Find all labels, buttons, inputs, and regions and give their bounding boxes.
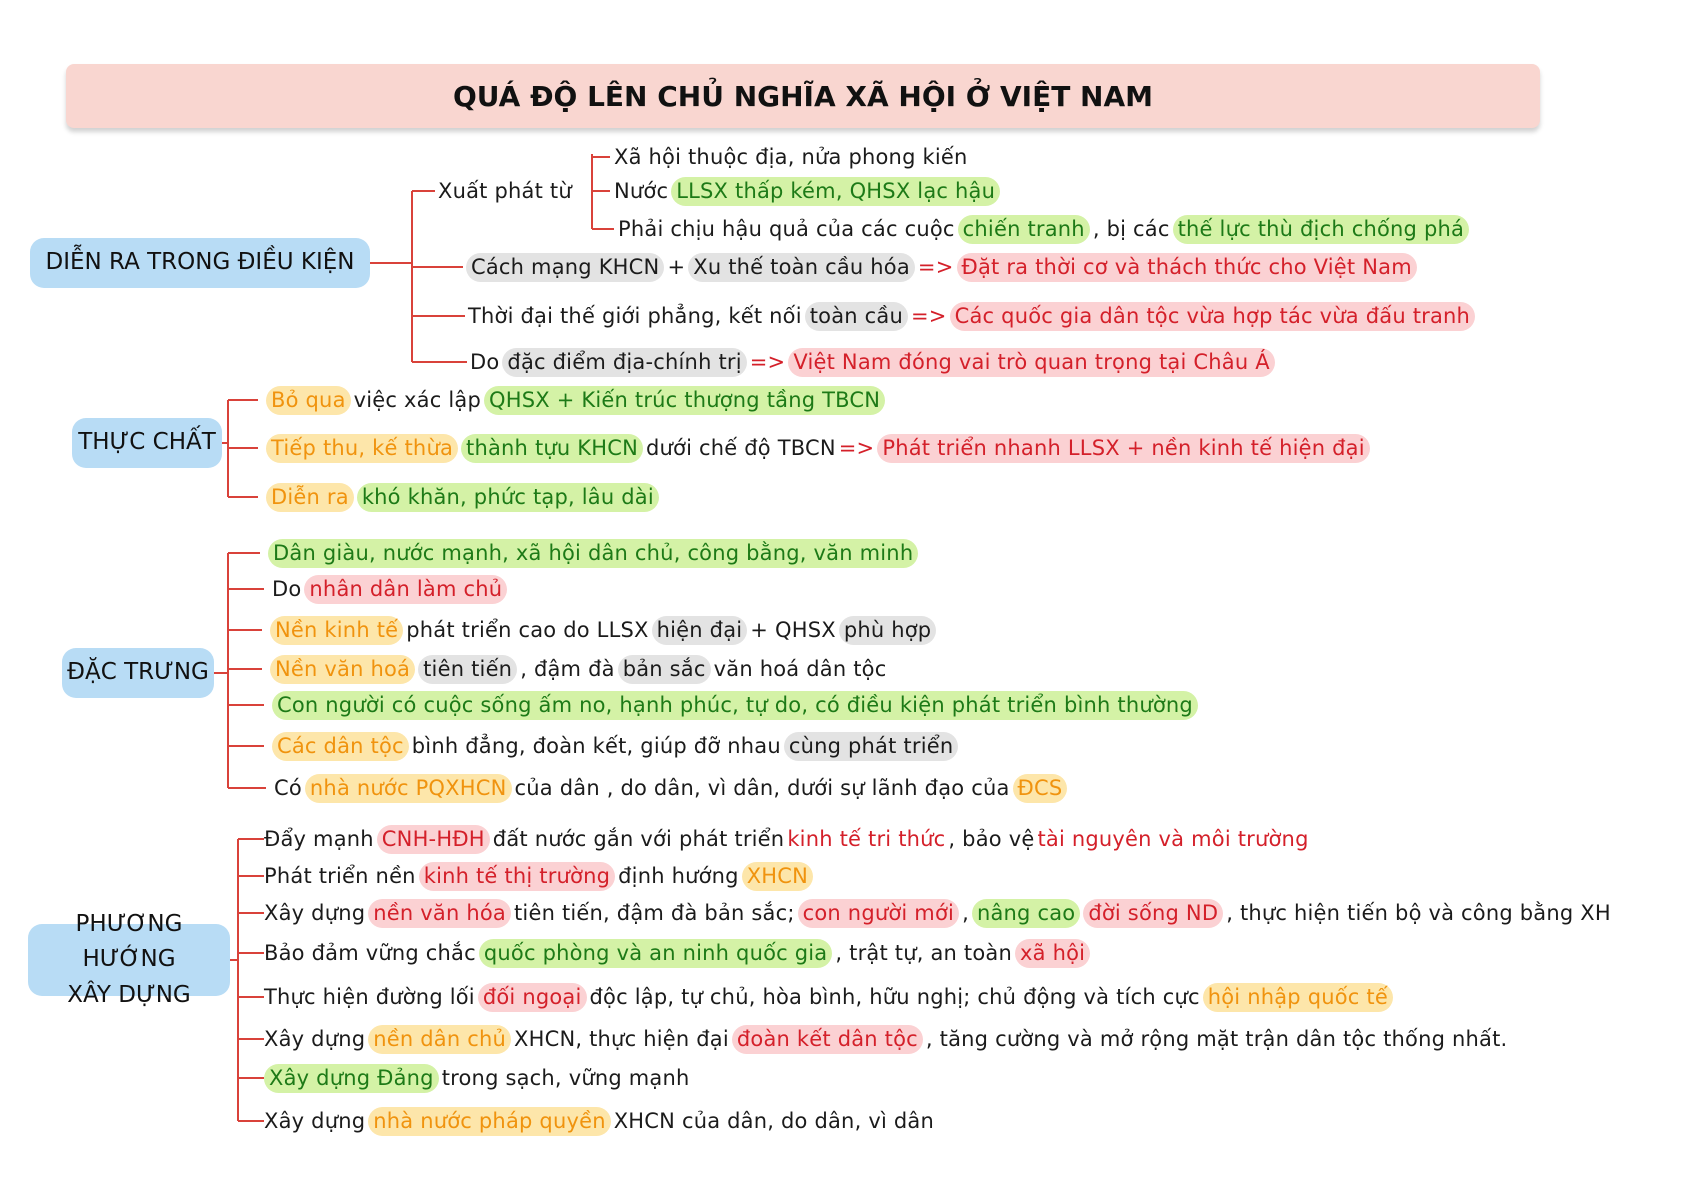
highlight-tag: nhà nước PQXHCN xyxy=(305,774,512,803)
branch-text: độc lập, tự chủ, hòa bình, hữu nghị; chủ động và tích cực xyxy=(589,985,1200,1009)
highlight-tag: Dân giàu, nước mạnh, xã hội dân chủ, công bằng, văn minh xyxy=(268,539,918,568)
branch-text: Thực hiện đường lối xyxy=(264,985,475,1009)
branch-text: Có xyxy=(274,776,302,800)
highlight-tag: ĐCS xyxy=(1013,774,1068,803)
dac-trung-branch xyxy=(270,614,939,646)
highlight-tag: thế lực thù địch chống phá xyxy=(1173,215,1469,244)
phuong-huong-branch xyxy=(264,1105,937,1137)
highlight-tag: Nền kinh tế xyxy=(270,616,403,645)
highlight-tag: toàn cầu xyxy=(805,302,908,331)
highlight-tag: thành tựu KHCN xyxy=(461,434,643,463)
highlight-tag: khó khăn, phức tạp, lâu dài xyxy=(357,483,659,512)
branch-text: Do xyxy=(470,350,500,374)
category-phuong-huong xyxy=(28,910,230,1008)
branch-text: Xây dựng xyxy=(264,1109,366,1133)
dac-trung-branch xyxy=(270,653,889,685)
branch-text: định hướng xyxy=(618,864,739,888)
branch-text: Đẩy mạnh xyxy=(264,827,374,851)
branch-text: tài nguyên và môi trường xyxy=(1037,827,1309,851)
highlight-tag: đối ngoại xyxy=(478,983,587,1012)
highlight-tag: QHSX + Kiến trúc thượng tầng TBCN xyxy=(484,386,885,415)
category-label: XÂY DỰNG xyxy=(67,981,191,1008)
highlight-tag: con người mới xyxy=(798,899,959,928)
highlight-tag: nhà nước pháp quyền xyxy=(368,1107,610,1136)
branch-text: tiên tiến, đậm đà bản sắc; xyxy=(513,901,795,925)
branch-text: việc xác lập xyxy=(353,388,481,412)
highlight-tag: đoàn kết dân tộc xyxy=(732,1025,923,1054)
branch-text: + QHSX xyxy=(750,618,836,642)
phuong-huong-branch xyxy=(264,860,816,892)
branch-text: => xyxy=(749,350,786,374)
highlight-tag: Xu thế toàn cầu hóa xyxy=(688,253,915,282)
branch-text: , bị các xyxy=(1092,217,1170,241)
branch-text: , tăng cường và mở rộng mặt trận dân tộc thống nhất. xyxy=(925,1027,1508,1051)
category-label: ĐẶC TRƯNG xyxy=(67,659,209,686)
highlight-tag: chiến tranh xyxy=(958,215,1090,244)
highlight-tag: XHCN xyxy=(742,862,813,891)
branch-text: Do xyxy=(272,577,302,601)
dien-ra-branch xyxy=(468,300,1478,332)
phuong-huong-branch xyxy=(264,897,1614,929)
branch-text: , thực hiện tiến bộ và công bằng XH xyxy=(1226,901,1611,925)
highlight-tag: quốc phòng và an ninh quốc gia xyxy=(479,939,833,968)
dac-trung-branch xyxy=(272,689,1201,721)
highlight-tag: CNH-HĐH xyxy=(377,825,490,854)
branch-text: , xyxy=(962,901,969,925)
dac-trung-branch xyxy=(268,537,921,569)
branch-text: của dân , do dân, vì dân, dưới sự lãnh đạo của xyxy=(514,776,1010,800)
branch-text: + xyxy=(667,255,686,279)
branch-text: Nước xyxy=(614,179,669,203)
highlight-tag: Nền văn hoá xyxy=(270,655,415,684)
highlight-tag: Con người có cuộc sống ấm no, hạnh phúc, tự do, có điều kiện phát triển bình thường xyxy=(272,691,1198,720)
thuc-chat-branch xyxy=(266,432,1373,464)
branch-text: => xyxy=(838,436,875,460)
highlight-tag: Đặt ra thời cơ và thách thức cho Việt Nam xyxy=(957,253,1417,282)
branch-text: XHCN của dân, do dân, vì dân xyxy=(613,1109,934,1133)
branch-text: , bảo vệ xyxy=(948,827,1035,851)
dien-ra-sub-branch xyxy=(614,141,971,173)
branch-text: Thời đại thế giới phẳng, kết nối xyxy=(468,304,802,328)
branch-text: , đậm đà xyxy=(520,657,615,681)
highlight-tag: nhân dân làm chủ xyxy=(304,575,507,604)
highlight-tag: đời sống ND xyxy=(1083,899,1223,928)
thuc-chat-branch xyxy=(266,481,662,513)
category-label: DIỄN RA TRONG ĐIỀU KIỆN xyxy=(45,249,355,276)
highlight-tag: nền văn hóa xyxy=(368,899,511,928)
branch-text: bình đẳng, đoàn kết, giúp đỡ nhau xyxy=(411,734,781,758)
category-dac-trung xyxy=(62,648,214,698)
highlight-tag: Cách mạng KHCN xyxy=(466,253,664,282)
highlight-tag: hội nhập quốc tế xyxy=(1203,983,1393,1012)
highlight-tag: Tiếp thu, kế thừa xyxy=(266,434,458,463)
highlight-tag: nền dân chủ xyxy=(368,1025,511,1054)
branch-text: phát triển cao do LLSX xyxy=(406,618,649,642)
dac-trung-branch xyxy=(272,730,961,762)
highlight-tag: nâng cao xyxy=(972,899,1080,928)
dien-ra-branch xyxy=(438,175,575,207)
phuong-huong-branch xyxy=(264,1062,693,1094)
branch-text: XHCN, thực hiện đại xyxy=(514,1027,729,1051)
branch-text: => xyxy=(911,304,947,328)
highlight-tag: phù hợp xyxy=(839,616,937,645)
branch-text: Xuất phát từ xyxy=(438,179,572,203)
dac-trung-branch xyxy=(272,573,510,605)
branch-text: đất nước gắn với phát triển xyxy=(492,827,785,851)
highlight-tag: tiên tiến xyxy=(418,655,517,684)
dien-ra-sub-branch xyxy=(618,213,1472,245)
branch-text: dưới chế độ TBCN xyxy=(646,436,836,460)
phuong-huong-branch xyxy=(264,981,1396,1013)
highlight-tag: Bỏ qua xyxy=(266,386,351,415)
category-thuc-chat xyxy=(72,418,222,468)
branch-text: kinh tế tri thức xyxy=(787,827,946,851)
highlight-tag: Việt Nam đóng vai trò quan trọng tại Châu Á xyxy=(788,348,1274,377)
page-title: QUÁ ĐỘ LÊN CHỦ NGHĨA XÃ HỘI Ở VIỆT NAM xyxy=(66,64,1540,128)
dien-ra-branch xyxy=(470,346,1278,378)
thuc-chat-branch xyxy=(266,384,888,416)
branch-text: Xã hội thuộc địa, nửa phong kiến xyxy=(614,145,968,169)
highlight-tag: Các quốc gia dân tộc vừa hợp tác vừa đấu tranh xyxy=(950,302,1475,331)
phuong-huong-branch xyxy=(264,937,1093,969)
branch-text: Phát triển nền xyxy=(264,864,416,888)
dien-ra-sub-branch xyxy=(614,175,1003,207)
branch-text: văn hoá dân tộc xyxy=(713,657,887,681)
highlight-tag: hiện đại xyxy=(652,616,748,645)
phuong-huong-branch xyxy=(264,1023,1510,1055)
branch-text: Xây dựng xyxy=(264,901,366,925)
branch-text: => xyxy=(917,255,954,279)
branch-text: , trật tự, an toàn xyxy=(835,941,1012,965)
category-label: PHƯƠNG HƯỚNG xyxy=(75,910,183,973)
branch-text: Xây dựng xyxy=(264,1027,366,1051)
highlight-tag: Xây dựng Đảng xyxy=(264,1064,439,1093)
highlight-tag: xã hội xyxy=(1015,939,1090,968)
highlight-tag: LLSX thấp kém, QHSX lạc hậu xyxy=(671,177,1000,206)
category-dien-ra xyxy=(30,238,370,288)
highlight-tag: bản sắc xyxy=(618,655,711,684)
branch-text: Phải chịu hậu quả của các cuộc xyxy=(618,217,955,241)
highlight-tag: đặc điểm địa-chính trị xyxy=(502,348,746,377)
highlight-tag: kinh tế thị trường xyxy=(419,862,615,891)
category-label: THỰC CHẤT xyxy=(78,429,216,456)
dien-ra-branch xyxy=(466,251,1420,283)
highlight-tag: Phát triển nhanh LLSX + nền kinh tế hiện đại xyxy=(877,434,1369,463)
highlight-tag: Các dân tộc xyxy=(272,732,409,761)
dac-trung-branch xyxy=(274,772,1070,804)
highlight-tag: cùng phát triển xyxy=(784,732,959,761)
branch-text: Bảo đảm vững chắc xyxy=(264,941,476,965)
phuong-huong-branch xyxy=(264,823,1312,855)
branch-text: trong sạch, vững mạnh xyxy=(441,1066,690,1090)
highlight-tag: Diễn ra xyxy=(266,483,354,512)
